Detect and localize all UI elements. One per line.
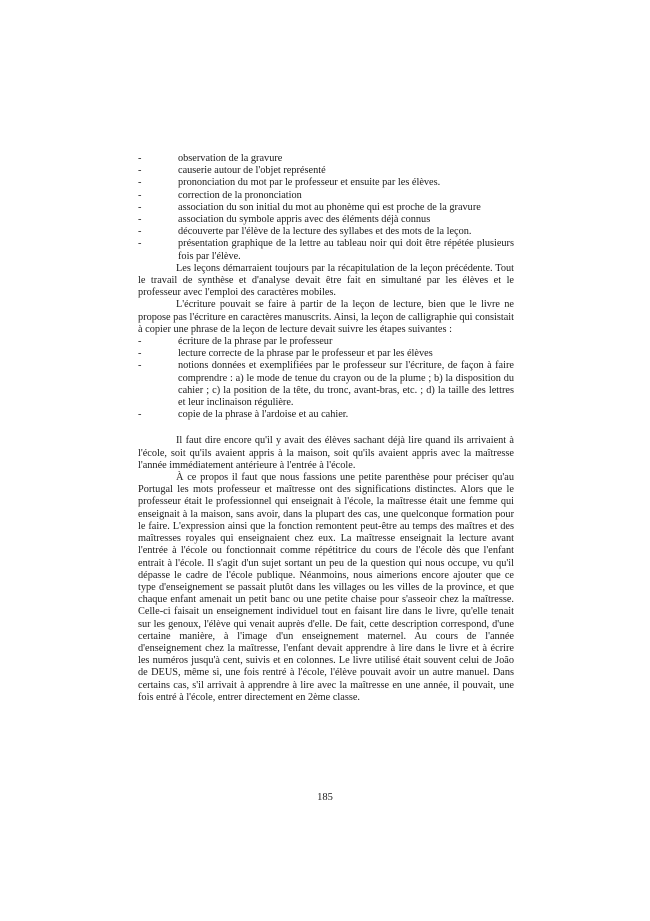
page-number: 185 [317, 792, 333, 803]
list-item: - observation de la gravure [138, 153, 283, 164]
list-item: - copie de la phrase à l'ardoise et au cahier. [138, 409, 349, 421]
list-item: - notions données et exemplifiées par le professeur sur l'écriture, de façon à faire comprendre : a) le mode de tenue du crayon ou de la plume ; b) la disposition du cahier ; c) la position de la tête, du tronc, avant-bras, etc. ; d) la taille des lettres et leur inclinaison régulière. [138, 360, 514, 409]
paragraph: À ce propos il faut que nous fassions une petite parenthèse pour préciser qu'au Portugal les mots professeur et maîtresse ont des significations distinctes. Alors que le professeur était le professionnel qui enseignait à l'école, la maîtresse était une femme qui enseignait à la maison, sans avoir, dans la plupart des cas, une quelconque formation pour le faire. L'expression ainsi que la fonction remontent peut-être au temps des maîtres et des maîtresses royales qui enseignaient chez eux. La maîtresse enseignait la lecture avant l'entrée à l'école ou fonctionnait comme répétitrice du cours de l'école dès que l'enfant entrait à l'école. Il s'agit d'un sujet sortant un peu de la question qui nous occupe, vu qu'il dépasse le cadre de l'école publique. Néanmoins, nous aimerions encore ajouter que ce type d'enseignement se passait plutôt dans les villages ou les villes de la province, et que chaque enfant amenait un petit banc ou une petite chaise pour s'asseoir chez la maîtresse. Celle-ci faisait un enseignement individuel tout en faisant lire dans le livre, qu'elle tenait sur les genoux, l'élève qui venait auprès d'elle. De fait, cette description correspond, d'une certaine manière, à l'image d'un enseignement maternel. Au cours de l'année d'enseignement chez la maîtresse, l'enfant devait apprendre à lire dans le livre et à écrire les numéros jusqu'à cent, suivis et en colonnes. Le livre utilisé était souvent celui de João de DEUS, même si, une fois rentré à l'école, l'élève pouvait avoir un autre manuel. Dans certains cas, s'il arrivait à apprendre à lire avec la maîtresse en une année, il pouvait, une fois entré à l'école, entrer directement en 2ème classe. [138, 472, 514, 703]
page-body [138, 153, 514, 704]
calligraphy-steps-list [138, 336, 514, 421]
list-item: - association du symbole appris avec des éléments déjà connus [138, 214, 431, 226]
reading-steps-list [138, 153, 514, 263]
list-item: - correction de la prononciation [138, 189, 302, 201]
paragraph: Les leçons démarraient toujours par la récapitulation de la leçon précédente. Tout le travail de synthèse et d'analyse devait être fait en simultané par les élèves et le professeur avec l'emploi des caractères mobiles. [138, 262, 514, 299]
list-item: - association du son initial du mot au phonème qui est proche de la gravure [138, 201, 481, 213]
paragraph-gap [138, 421, 514, 435]
list-item: - écriture de la phrase par le professeur [138, 336, 333, 348]
list-item: - présentation graphique de la lettre au tableau noir qui doit être répétée plusieurs fois par l'élève. [138, 238, 514, 262]
paragraph: Il faut dire encore qu'il y avait des élèves sachant déjà lire quand ils arrivaient à l'école, soit qu'ils avaient appris à la maison, soit qu'ils avaient appris avec la maîtresse l'année immédiatement antérieure à l'entrée à l'école. [138, 435, 514, 471]
paragraph: L'écriture pouvait se faire à partir de la leçon de lecture, bien que le livre ne propose pas l'écriture en caractères manuscrits. Ainsi, la leçon de calligraphie qui consistait à copier une phrase de la leçon de lecture devait suivre les étapes suivantes : [138, 299, 514, 335]
list-item: - lecture correcte de la phrase par le professeur et par les élèves [138, 348, 433, 360]
list-item: - causerie autour de l'objet représenté [138, 165, 326, 177]
list-item: - découverte par l'élève de la lecture des syllabes et des mots de la leçon. [138, 226, 472, 238]
list-item: - prononciation du mot par le professeur et ensuite par les élèves. [138, 177, 441, 189]
